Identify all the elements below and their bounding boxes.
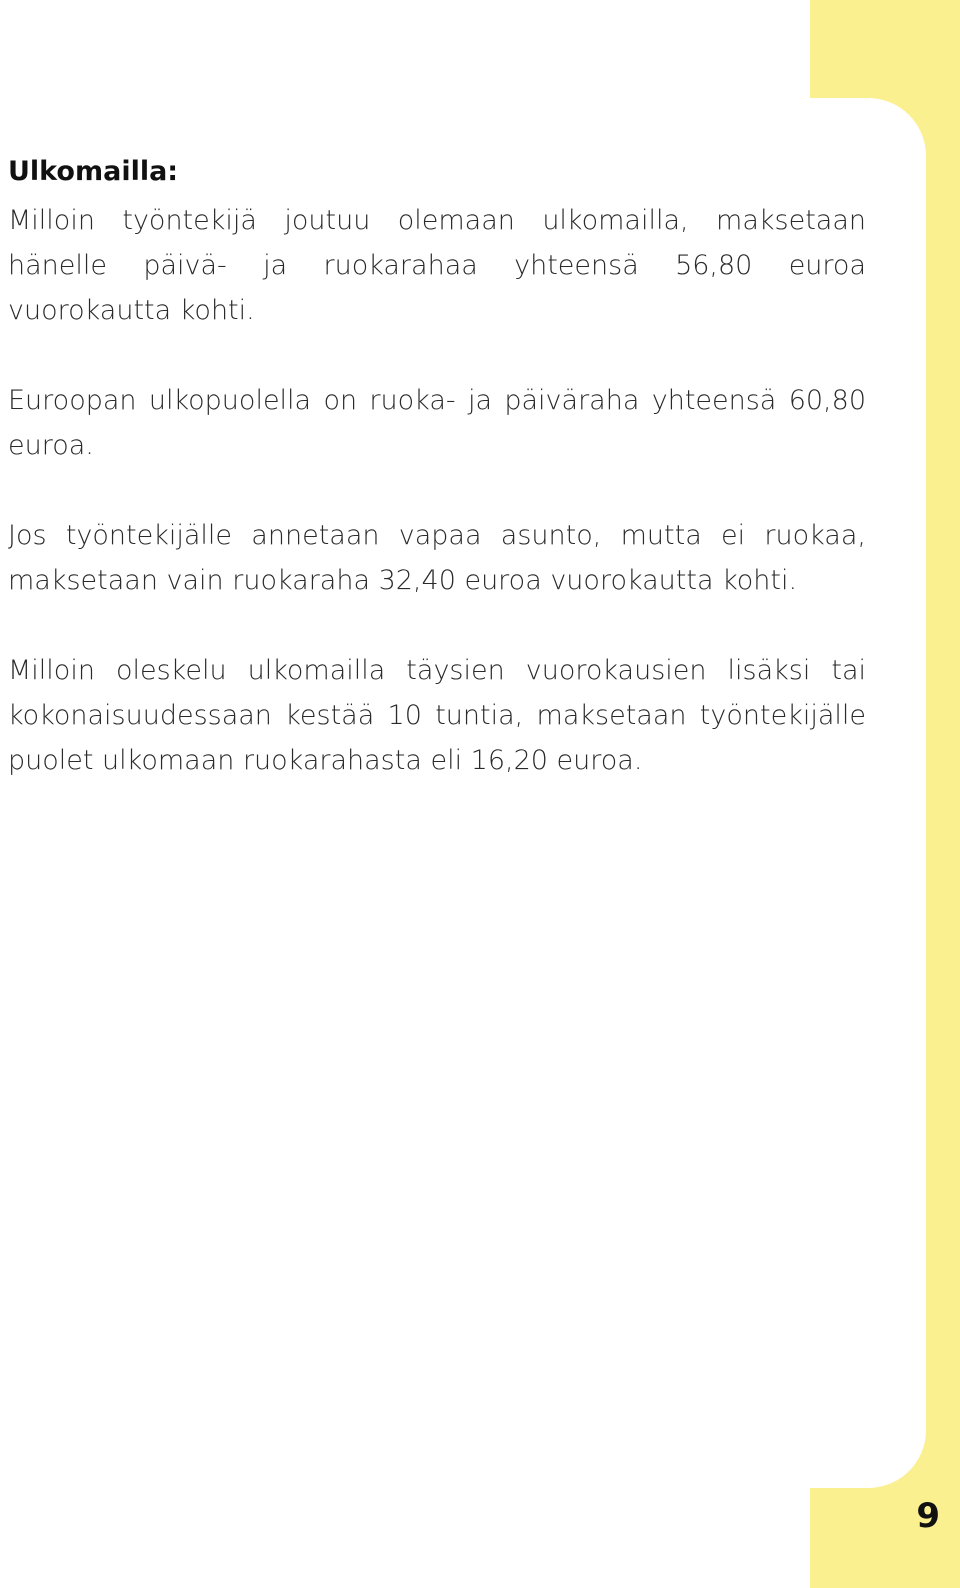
page-top-area xyxy=(0,0,810,98)
paragraph-1: Milloin työntekijä joutuu olemaan ulkomailla, maksetaan hänelle päivä- ja ruokarahaa yhteensä 56,80 euroa vuorokautta kohti. xyxy=(8,205,866,326)
paragraph-2: Euroopan ulkopuolella on ruoka- ja päiväraha yhteensä 60,80 euroa. xyxy=(8,385,866,461)
section-heading: Ulkomailla: xyxy=(8,156,179,187)
page-bottom-area xyxy=(0,1488,810,1588)
page-number: 9 xyxy=(916,1496,940,1536)
page-content xyxy=(8,152,866,783)
paragraph-4: Milloin oleskelu ulkomailla täysien vuorokausien lisäksi tai kokonaisuudessaan kestää 10 tuntia, maksetaan työntekijälle puolet ulkomaan ruokarahasta eli 16,20 euroa. xyxy=(8,655,866,776)
paragraph-3: Jos työntekijälle annetaan vapaa asunto, mutta ei ruokaa, maksetaan vain ruokaraha 32,40 euroa vuorokautta kohti. xyxy=(8,520,866,596)
